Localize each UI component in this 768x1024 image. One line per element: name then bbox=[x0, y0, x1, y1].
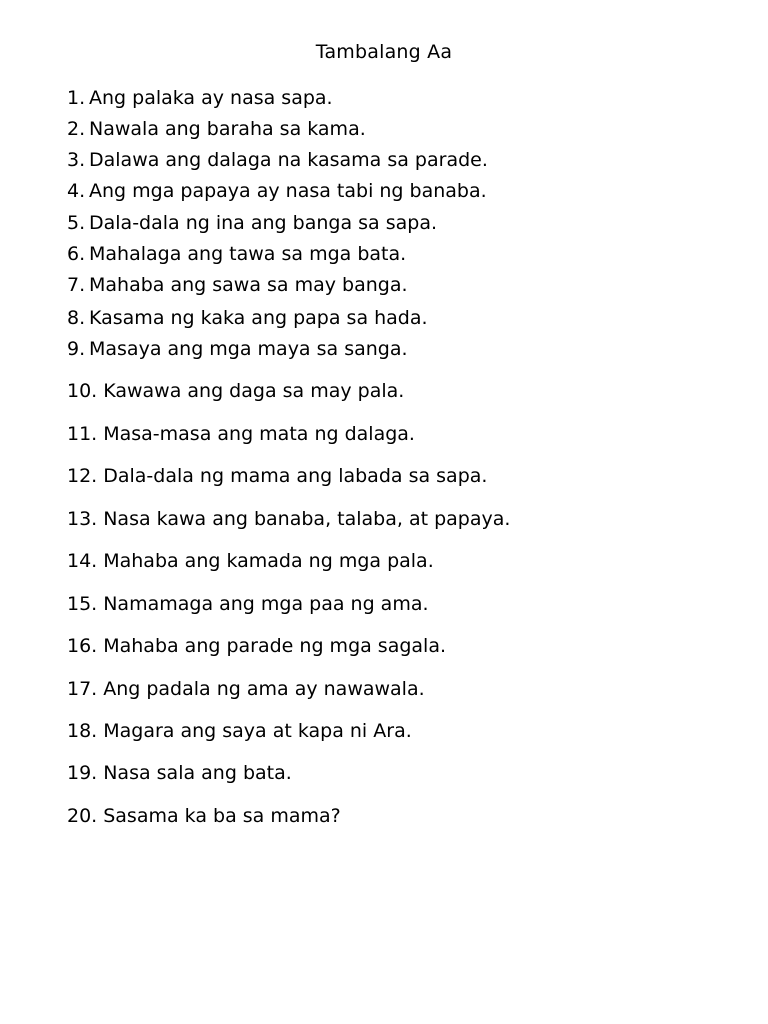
item-number: 1. bbox=[67, 87, 86, 109]
list-item bbox=[67, 548, 434, 574]
item-number: 9. bbox=[67, 338, 86, 360]
list-item bbox=[67, 591, 429, 617]
item-number: 16. bbox=[67, 635, 98, 657]
list-item bbox=[67, 676, 425, 702]
item-number: 14. bbox=[67, 550, 98, 572]
item-number: 20. bbox=[67, 805, 98, 827]
list-item bbox=[67, 178, 487, 204]
item-number: 8. bbox=[67, 307, 86, 329]
list-item bbox=[67, 760, 292, 786]
item-number: 7. bbox=[67, 274, 86, 296]
item-text: Nasa sala ang bata. bbox=[103, 762, 292, 784]
item-text: Dala-dala ng mama ang labada sa sapa. bbox=[103, 465, 488, 487]
list-item bbox=[67, 803, 341, 829]
item-text: Mahaba ang kamada ng mga pala. bbox=[103, 550, 434, 572]
item-number: 6. bbox=[67, 243, 86, 265]
item-number: 12. bbox=[67, 465, 98, 487]
list-item bbox=[67, 506, 510, 532]
list-item bbox=[67, 241, 406, 267]
item-text: Nasa kawa ang banaba, talaba, at papaya. bbox=[103, 508, 511, 530]
item-text: Sasama ka ba sa mama? bbox=[103, 805, 341, 827]
item-text: Masa-masa ang mata ng dalaga. bbox=[103, 423, 415, 445]
item-text: Kasama ng kaka ang papa sa hada. bbox=[89, 307, 428, 329]
list-item bbox=[67, 305, 428, 331]
item-number: 13. bbox=[67, 508, 98, 530]
item-text: Ang palaka ay nasa sapa. bbox=[89, 87, 333, 109]
item-text: Mahaba ang parade ng mga sagala. bbox=[103, 635, 447, 657]
list-item bbox=[67, 718, 412, 744]
item-number: 2. bbox=[67, 118, 86, 140]
list-item bbox=[67, 85, 333, 111]
item-number: 19. bbox=[67, 762, 98, 784]
item-number: 10. bbox=[67, 380, 98, 402]
list-item bbox=[67, 336, 408, 362]
list-item bbox=[67, 378, 404, 404]
list-item bbox=[67, 116, 366, 142]
item-number: 15. bbox=[67, 593, 98, 615]
item-text: Dalawa ang dalaga na kasama sa parade. bbox=[89, 149, 488, 171]
item-text: Ang padala ng ama ay nawawala. bbox=[103, 678, 425, 700]
list-item bbox=[67, 272, 408, 298]
item-number: 18. bbox=[67, 720, 98, 742]
document-title: Tambalang Aa bbox=[315, 41, 453, 63]
item-number: 11. bbox=[67, 423, 98, 445]
list-item bbox=[67, 463, 487, 489]
item-text: Mahalaga ang tawa sa mga bata. bbox=[89, 243, 407, 265]
list-item bbox=[67, 633, 446, 659]
item-text: Namamaga ang mga paa ng ama. bbox=[103, 593, 429, 615]
item-number: 5. bbox=[67, 212, 86, 234]
item-text: Ang mga papaya ay nasa tabi ng banaba. bbox=[89, 180, 487, 202]
item-text: Magara ang saya at kapa ni Ara. bbox=[103, 720, 412, 742]
item-text: Mahaba ang sawa sa may banga. bbox=[89, 274, 408, 296]
item-text: Nawala ang baraha sa kama. bbox=[89, 118, 366, 140]
item-number: 3. bbox=[67, 149, 86, 171]
item-number: 17. bbox=[67, 678, 98, 700]
item-number: 4. bbox=[67, 180, 86, 202]
item-text: Kawawa ang daga sa may pala. bbox=[103, 380, 405, 402]
list-item bbox=[67, 147, 488, 173]
list-item bbox=[67, 421, 415, 447]
item-text: Masaya ang mga maya sa sanga. bbox=[89, 338, 408, 360]
list-item bbox=[67, 210, 437, 236]
item-text: Dala-dala ng ina ang banga sa sapa. bbox=[89, 212, 438, 234]
